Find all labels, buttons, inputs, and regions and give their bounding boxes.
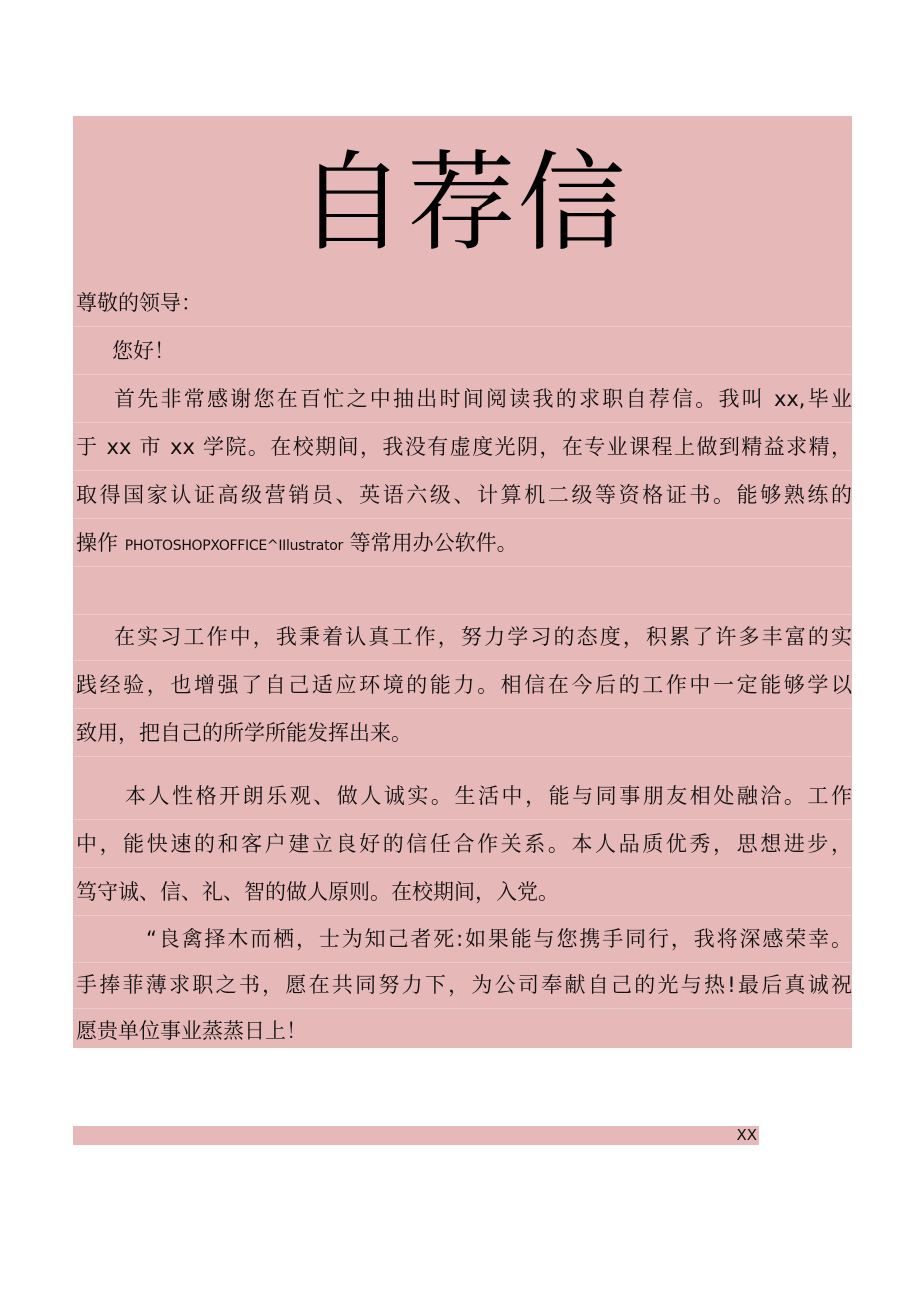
software-prefix: 操作 xyxy=(76,531,125,555)
greeting: 您好！ xyxy=(73,327,852,375)
paragraph-4-line-2: 手捧菲薄求职之书，愿在共同努力下，为公司奉献自己的光与热!最后真诚祝 xyxy=(73,961,852,1009)
paragraph-2-line-1: 在实习工作中，我秉着认真工作，努力学习的态度，积累了许多丰富的实 xyxy=(73,613,852,661)
paragraph-1-line-3: 取得国家认证高级营销员、英语六级、计算机二级等资格证书。能够熟练的 xyxy=(73,471,852,519)
signature: XX xyxy=(736,1126,757,1144)
paragraph-1-line-2: 于 xx 市 xx 学院。在校期间，我没有虚度光阴，在专业课程上做到精益求精， xyxy=(73,423,852,471)
paragraph-1-line-4 xyxy=(73,519,852,567)
paragraph-3-line-2: 中，能快速的和客户建立良好的信任合作关系。本人品质优秀，思想进步， xyxy=(73,820,852,868)
paragraph-2-line-3: 致用，把自己的所学所能发挥出来。 xyxy=(73,709,852,757)
paragraph-3-line-3: 笃守诚、信、礼、智的做人原则。在校期间，入党。 xyxy=(73,868,852,916)
paragraph-1-line-1: 首先非常感谢您在百忙之中抽出时间阅读我的求职自荐信。我叫 xx,毕业 xyxy=(73,375,852,423)
software-names: PHOTOSHOPXOFFICE^IIlustrator xyxy=(124,538,343,554)
paragraph-3-line-1: 本人性格开朗乐观、做人诚实。生活中，能与同事朋友相处融洽。工作 xyxy=(73,772,852,820)
paragraph-4-line-1: “良禽择木而栖，士为知己者死:如果能与您携手同行，我将深感荣幸。 xyxy=(73,915,852,963)
letter-body xyxy=(73,116,852,1048)
paragraph-4-line-3: 愿贵单位事业蒸蒸日上！ xyxy=(76,1019,307,1043)
page-title: 自荐信 xyxy=(297,141,628,266)
paragraph-2-line-2: 践经验，也增强了自己适应环境的能力。相信在今后的工作中一定能够学以 xyxy=(73,661,852,709)
salutation: 尊敬的领导： xyxy=(73,279,852,327)
signature-bar xyxy=(73,1126,759,1145)
blank-line xyxy=(73,567,852,615)
software-suffix: 等常用办公软件。 xyxy=(342,531,518,555)
